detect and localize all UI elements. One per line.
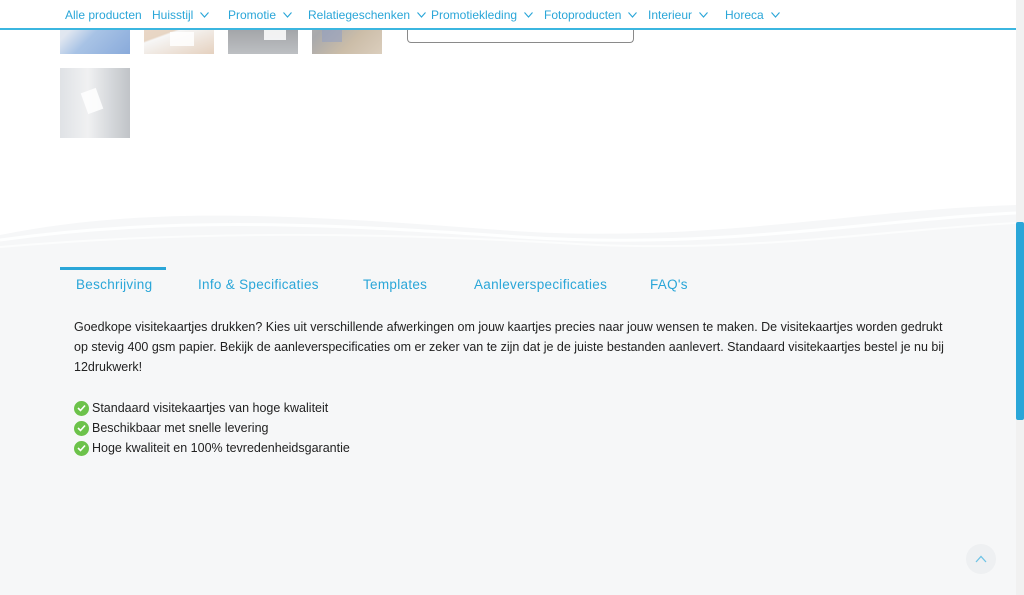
- nav-item-label: Huisstijl: [152, 8, 194, 22]
- tab-beschrijving[interactable]: Beschrijving: [76, 277, 153, 292]
- chevron-down-icon: [699, 12, 708, 18]
- nav-item-label: Alle producten: [65, 8, 142, 22]
- nav-item-interieur[interactable]: [648, 8, 708, 22]
- page-scrollbar[interactable]: [1016, 0, 1024, 595]
- check-circle-icon: [74, 441, 89, 456]
- feature-item: [74, 438, 350, 458]
- chevron-down-icon: [628, 12, 637, 18]
- nav-item-label: Horeca: [725, 8, 764, 22]
- nav-item-label: Fotoproducten: [544, 8, 622, 22]
- nav-item-huisstijl[interactable]: [152, 8, 209, 22]
- nav-item-label: Promotie: [228, 8, 277, 22]
- feature-item: [74, 398, 350, 418]
- nav-item-label: Interieur: [648, 8, 693, 22]
- chevron-down-icon: [771, 12, 780, 18]
- nav-item-label: Relatiegeschenken: [308, 8, 411, 22]
- tab-info-specificaties[interactable]: Info & Specificaties: [198, 277, 319, 292]
- feature-text: Beschikbaar met snelle levering: [92, 421, 269, 435]
- check-circle-icon: [74, 401, 89, 416]
- nav-item-promotie[interactable]: [228, 8, 292, 22]
- nav-item-alle-producten[interactable]: [65, 8, 142, 22]
- nav-item-horeca[interactable]: [725, 8, 780, 22]
- chevron-up-icon: [975, 555, 987, 563]
- chevron-down-icon: [283, 12, 292, 18]
- main-navigation: [0, 0, 1016, 30]
- active-tab-indicator: [60, 267, 166, 270]
- chevron-down-icon: [524, 12, 533, 18]
- nav-item-label: Promotiekleding: [431, 8, 518, 22]
- tab-faq[interactable]: FAQ's: [650, 277, 688, 292]
- nav-item-fotoproducten[interactable]: [544, 8, 637, 22]
- feature-list: [74, 398, 350, 458]
- tab-templates[interactable]: Templates: [363, 277, 428, 292]
- chevron-down-icon: [417, 12, 426, 18]
- scrollbar-thumb[interactable]: [1016, 222, 1024, 420]
- nav-item-promotiekleding[interactable]: [431, 8, 533, 22]
- check-circle-icon: [74, 421, 89, 436]
- product-description: Goedkope visitekaartjes drukken? Kies uit verschillende afwerkingen om jouw kaartjes precies naar jouw wensen te maken. De visitekaartjes worden gedrukt op stevig 400 gsm papier. Bekijk de aanleverspecificaties om er zeker van te zijn dat je de juiste bestanden aanlevert. Standaard visitekaartjes bestel je nu bij 12drukwerk!: [74, 320, 944, 374]
- chevron-down-icon: [200, 12, 209, 18]
- feature-text: Standaard visitekaartjes van hoge kwaliteit: [92, 401, 329, 415]
- nav-item-relatiegeschenken[interactable]: [308, 8, 426, 22]
- tab-aanleverspecificaties[interactable]: Aanleverspecificaties: [474, 277, 608, 292]
- product-thumbnail[interactable]: [60, 68, 130, 138]
- feature-text: Hoge kwaliteit en 100% tevredenheidsgarantie: [92, 441, 350, 455]
- wave-divider: [0, 195, 1016, 265]
- feature-item: [74, 418, 350, 438]
- scroll-to-top-button[interactable]: [966, 544, 996, 574]
